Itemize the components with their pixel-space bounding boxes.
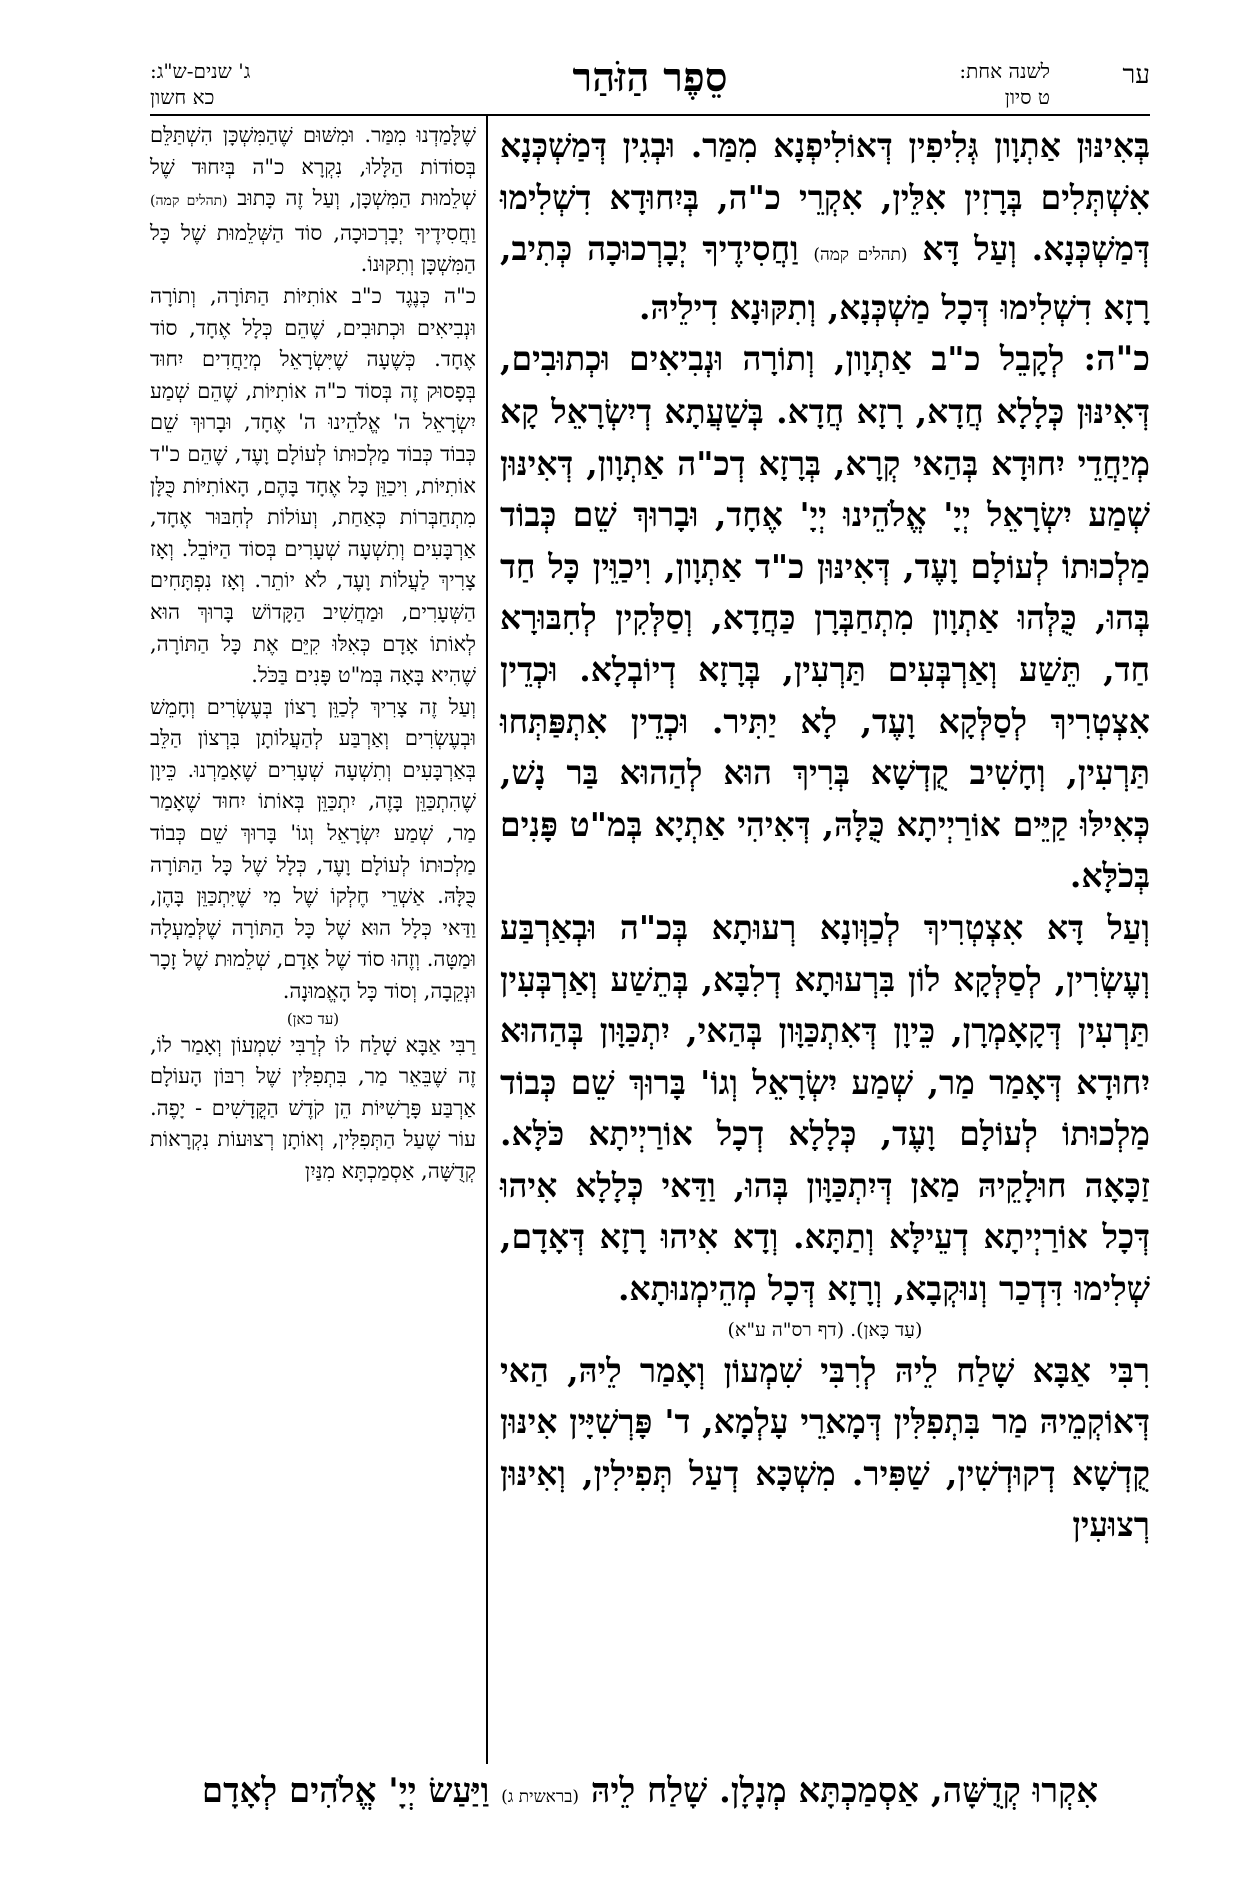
translation-paragraph: [150, 1030, 476, 1188]
verse-source: (בראשית ג): [501, 1787, 580, 1807]
page-number: ער: [1122, 60, 1150, 90]
verse-source: (תהלים קמה): [813, 245, 908, 266]
section-end-note: (עַד כָּאן). (דף רס"ה ע"א): [727, 1318, 923, 1341]
translation-paragraph: [150, 281, 476, 692]
section-end-note: (עד כאן): [286, 1009, 340, 1028]
main-paragraph: [500, 1345, 1150, 1551]
translation-text: רַבִּי אַבָּא שָׁלַח לוֹ לְרַבִּי שִׁמְעוֹן וְאָמַר לוֹ, זֶה שֶׁבֵּאֵר מַר, בִּתְפִלִּין שֶׁל רִבּוֹן הָעוֹלָם אַרְבַּע פָּרָשִׁיּוֹת הֵן קֹדֶשׁ הַקֳּדָשִׁים - יָפֶה. עוֹר שֶׁעַל הַתְּפִלִּין, וְאוֹתָן רְצוּעוֹת נִקְרָאוֹת קְדֻשָּׁה, אַסְמַכְתָּא מִנַּיִן: [150, 1032, 476, 1183]
main-paragraph: [500, 120, 1150, 333]
bottom-text: אִקְרוּ קְדֻשָּׁה, אַסְמַכְתָּא מְנָלָן. שָׁלַח לֵיהּ: [590, 1771, 1099, 1811]
translation-paragraph: [150, 120, 476, 281]
main-text: בְּאִינּוּן אַתְוָון גְּלִיפִין דְּאוֹלִיפְנָא מִמַּר. וּבְגִין דְּמַשְׁכְּנָא אִשְׁתְּלִים בְּרָזִין אִלֵּין, אִקְרֵי כ"ה, בְּיִחוּדָא דִשְׁלִימוּ דְּמַשְׁכְּנָא. וְעַל דָּא: [500, 126, 1150, 269]
schedule-three-years-label: ג' שנים-ש"ג:: [150, 59, 251, 83]
translation-text: וְעַל זֶה צָרִיךְ לְכַוֵּן רָצוֹן בְּעֶשְׂרִים וְחָמֵשׁ וּבְעֶשְׂרִים וְאַרְבַּע לְהַעֲלוֹתָן בִּרְצוֹן הַלֵּב בְּאַרְבָּעִים וְתִשְׁעָה שְׁעָרִים שֶׁאָמַרְנוּ. כֵּיוָן שֶׁהִתְכַּוֵּן בָּזֶה, יִתְכַּוֵּן בְּאוֹתוֹ יִחוּד שֶׁאָמַר מַר, שְׁמַע יִשְׂרָאֵל וְגוֹ' בָּרוּךְ שֵׁם כְּבוֹד מַלְכוּתוֹ לְעוֹלָם וָעֶד, כְּלָל שֶׁל כָּל הַתּוֹרָה כֻּלָּהּ. אַשְׁרֵי חֶלְקוֹ שֶׁל מִי שֶׁיִּתְכַּוֵּן בָּהֶן, וַדַּאי כְּלָל הוּא שֶׁל כָּל הַתּוֹרָה שֶׁלְּמַעְלָה וּמַטָּה. וְזֶהוּ סוֹד שֶׁל אָדָם, שְׁלֵמוּת שֶׁל זָכָר וּנְקֵבָה, וְסוֹד כָּל הָאֱמוּנָה.: [150, 694, 476, 1004]
main-paragraph: [500, 333, 1150, 902]
bottom-text: וַיַּעַשׂ יְיָ' אֱלֹהִים לְאָדָם: [201, 1771, 490, 1811]
schedule-three-years-date: כא חשון: [150, 85, 215, 109]
schedule-one-year-date: ט סיון: [1004, 85, 1050, 109]
translation-text: שֶׁלָּמַדְנוּ מִמַּר. וּמִשּׁוּם שֶׁהַמִּשְׁכָּן הִשְׁתַּלֵּם בְּסוֹדוֹת הַלָּלוּ, נִקְרָא כ"ה בְּיִחוּד שֶׁל שְׁלֵמוּת הַמִּשְׁכָּן, וְעַל זֶה כָּתוּב: [150, 123, 476, 211]
paragraph-heading: כ"ה:: [1083, 339, 1150, 380]
column-divider: [486, 114, 488, 1764]
translation-column: [150, 120, 476, 1188]
book-title: סֵפֶר הַזֹּהַר: [572, 54, 728, 101]
translation-text: כ"ה כְּנֶגֶד כ"ב אוֹתִיּוֹת הַתּוֹרָה, וְתוֹרָה וּנְבִיאִים וּכְתוּבִים, שֶׁהֵם כְּלָל אֶחָד, סוֹד אֶחָד. כְּשֶׁעָה שֶׁיִּשְׂרָאֵל מְיַחֲדִים יִחוּד בְּפָסוּק זֶה בְּסוֹד כ"ה אוֹתִיּוֹת, שֶׁהֵם שְׁמַע יִשְׂרָאֵל ה' אֱלֹהֵינוּ ה' אֶחָד, וּבָרוּךְ שֵׁם כְּבוֹד כְּבוֹד מַלְכוּתוֹ לְעוֹלָם וָעֶד, שֶׁהֵם כ"ד אוֹתִיּוֹת, וִיכַוֵּן כָּל אֶחָד בָּהֶם, הָאוֹתִיּוֹת כֻּלָּן מִתְחַבְּרוֹת כְּאַחַת, וְעוֹלוֹת לְחִבּוּר אֶחָד, אַרְבָּעִים וְתִשְׁעָה שְׁעָרִים בְּסוֹד הַיּוֹבֵל. וְאָז צָרִיךְ לַעֲלוֹת וָעֶד, לֹא יוֹתֵר. וְאָז נִפְתָּחִים הַשְּׁעָרִים, וּמַחֲשִׁיב הַקָּדוֹשׁ בָּרוּךְ הוּא לְאוֹתוֹ אָדָם כְּאִלּוּ קִיֵּם אֶת כָּל הַתּוֹרָה, שֶׁהִיא בָּאָה בְּמ"ט פָּנִים בַּכֹּל.: [150, 283, 476, 688]
schedule-one-year-label: לשנה אחת:: [959, 59, 1050, 83]
translation-paragraph: [150, 692, 476, 1030]
verse-source: (תהלים קמה): [150, 193, 228, 210]
main-text: לְקָבֵל כ"ב אַתְוָון, וְתוֹרָה וּנְבִיאִים וּכְתוּבִים, דְּאִינּוּן כְּלָלָא חֲדָא, רָזָא חֲדָא. בְּשַׁעֲתָא דְיִשְׂרָאֵל קָא מְיַחֲדֵי יִחוּדָא בְּהַאי קְרָא, בְּרָזָא דְכ"ה אַתְוָון, דְּאִינּוּן שְׁמַע יִשְׂרָאֵל יְיָ' אֱלֹהֵינוּ יְיָ' אֶחָד, וּבָרוּךְ שֵׁם כְּבוֹד מַלְכוּתוֹ לְעוֹלָם וָעֶד, דְּאִינּוּן כ"ד אַתְוָון, וִיכַוֵּין כָּל חַד בְּהוּ, כֻּלְּהוּ אַתְוָון מִתְחַבְּרָן כַּחֲדָא, וְסַלְּקִין לְחִבּוּרָא חַד, תֵּשַׁע וְאַרְבְּעִים תַּרְעִין, בְּרָזָא דְיוֹבְלָא. וּכְדֵין אִצְטְרִיךְ לְסַלְּקָא וָעֶד, לָא יַתִּיר. וּכְדֵין אִתְפַּתְּחוּ תַּרְעִין, וְחָשִׁיב קֻדְשָׁא בְּרִיךְ הוּא לְהַהוּא בַּר נָשׁ, כְּאִילּוּ קַיֵּים אוֹרַיְיתָא כֻּלָּהּ, דְּאִיהִי אַתְיָא בְּמ"ט פָּנִים בְּכֹלָּא.: [500, 339, 1150, 896]
main-text: וַחֲסִידֶיךָ יְבָרְכוּכָה כְּתִיב, רָזָא דִשְׁלִימוּ דְּכָל מַשְׁכְּנָא, וְתִקּוּנָא דִילֵיהּ.: [500, 229, 1150, 327]
main-text-column: [500, 120, 1150, 1551]
main-text: וְעַל דָּא אִצְטְרִיךְ לְכַוְּונָא רְעוּתָא בְּכ"ה וּבְאַרְבַּע וְעֶשְׂרִין, לְסַלְּקָא לוֹן בִּרְעוּתָא דְלִבָּא, בְּתֵשַׁע וְאַרְבְּעִין תַּרְעִין דְּקָאָמְרָן, כֵּיוָן דְּאִתְכַּוָּון בְּהַאי, יִתְכַּוָּון בְּהַהוּא יִחוּדָא דְּאָמַר מַר, שְׁמַע יִשְׂרָאֵל וְגוֹ' בָּרוּךְ שֵׁם כְּבוֹד מַלְכוּתוֹ לְעוֹלָם וָעֶד, כְּלָלָא דְכָל אוֹרַיְיתָא כֹּלָּא. זַכָּאָה חוּלָקֵיהּ מַאן דְּיִתְכַּוָּון בְּהוּ, וַדַּאי כְּלָלָא אִיהוּ דְּכָל אוֹרַיְיתָא דְעֵילָּא וְתַתָּא. וְדָא אִיהוּ רָזָא דְּאָדָם, שְׁלִימוּ דִּדְכַר וְנוּקְבָא, וְרָזָא דְּכָל מְהֵימְנוּתָא.: [500, 907, 1150, 1309]
main-text: רִבִּי אַבָּא שָׁלַח לֵיהּ לְרִבִּי שִׁמְעוֹן וְאָמַר לֵיהּ, הַאי דְּאוֹקְמֵיהּ מַר בִּתְפִלִּין דְּמָארֵי עָלְמָא, ד' פָּרְשִׁיָּין אִינּוּן קֻדְשָׁא דְקוּדְשִׁין, שַׁפִּיר. מִשְׁכָּא דְעַל תְּפִילִין, וְאִינּוּן רְצוּעִין: [500, 1350, 1150, 1545]
schedule-three-years: [150, 58, 250, 110]
page-header: [150, 52, 1150, 114]
translation-text: וַחֲסִידֶיךָ יְבָרְכוּכָה, סוֹד הַשְּׁלֵמוּת שֶׁל כָּל הַמִּשְׁכָּן וְתִקּוּנוֹ.: [150, 220, 476, 277]
main-paragraph: [500, 902, 1150, 1345]
header-divider: [150, 114, 1150, 116]
bottom-full-width-line: [150, 1766, 1150, 1822]
